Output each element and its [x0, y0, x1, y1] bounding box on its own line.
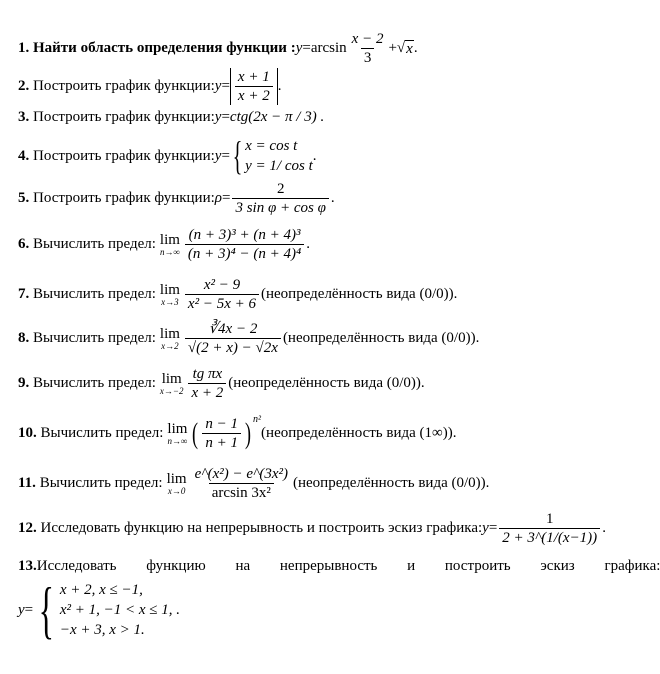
problem-number: 1. [18, 40, 30, 56]
equals: = [221, 190, 231, 206]
lim-label: lim [161, 370, 182, 387]
limit [167, 422, 187, 446]
problem-number: 11. [18, 475, 36, 491]
problem-text: Исследовать функцию на непрерывность и построить эскиз графика: [36, 558, 660, 574]
fraction [349, 30, 387, 67]
system-line: y = 1/ cos t [245, 158, 313, 174]
indeterminacy-note: (неопределённость вида (0/0)). [293, 475, 490, 491]
right-paren-icon: ) [245, 416, 252, 450]
system [245, 136, 313, 176]
plus: + [388, 40, 397, 56]
formula-6: lim n→∞ $\frac{\text{(n + 3)³ + (n + 4)³}}{\text{(n + 3)⁴ − (n + 4)⁴}}$ . [159, 227, 310, 262]
formula-8 [156, 320, 283, 357]
limit [160, 372, 184, 396]
denominator: x² − 5x + 6 [185, 294, 259, 313]
denominator: x + 2 [188, 383, 226, 402]
problem-text: Построить график функции: [33, 109, 215, 125]
denominator: x + 2 [235, 86, 273, 105]
numerator: (n + 3)³ + (n + 4)³ [188, 227, 301, 243]
problem-number: 8. [18, 330, 30, 346]
denominator: (n + 3)⁴ − (n + 4)⁴ [185, 244, 304, 263]
problem-number: 10. [18, 425, 37, 441]
var-y: y [214, 78, 222, 94]
problem-4 [18, 133, 317, 178]
problem-number: 7. [18, 286, 30, 302]
lim-label: lim [159, 281, 180, 298]
formula-1 [296, 30, 418, 67]
brace-icon: { [38, 574, 55, 645]
problem-text: Вычислить предел: [33, 286, 156, 302]
lim-label: lim [159, 231, 180, 248]
fraction [185, 276, 259, 313]
lim-sub: x→2 [161, 340, 179, 351]
ctg-expression: ctg(2x − π / 3) . [229, 109, 325, 125]
formula-4: y = { x = cos t y = 1/ cos t . [214, 133, 317, 178]
fn-arcsin: arcsin [310, 40, 347, 56]
var-y: y [482, 520, 489, 536]
fraction [232, 180, 328, 217]
fraction [185, 226, 304, 263]
fraction [185, 320, 281, 357]
radicand: x [406, 40, 413, 57]
problem-text: Вычислить предел: [40, 425, 164, 441]
var-rho: ρ [214, 190, 222, 206]
numerator: 2 [276, 181, 285, 197]
problem-number: 6. [18, 236, 30, 252]
lim-sub: n→∞ [167, 435, 188, 446]
var-y: y [18, 601, 25, 618]
denominator: 2 + 3^(1/(x−1)) [499, 528, 600, 547]
formula-12: y = $\frac{1}{2 + 3\^{}(1/(x-1))}$ . [482, 511, 606, 546]
numerator: x² − 9 [203, 277, 241, 293]
lim-label: lim [167, 420, 188, 437]
problem-10 [18, 415, 456, 452]
equals: = [221, 147, 230, 164]
problem-2 [18, 68, 281, 105]
numerator: ∛4x − 2 [208, 321, 258, 337]
denominator: √(2 + x) − √2x [185, 338, 281, 357]
lim-label: lim [159, 325, 180, 342]
denominator: n + 1 [202, 433, 241, 452]
indeterminacy-note: (неопределённость вида (0/0)). [282, 330, 480, 346]
problem-text: Вычислить предел: [33, 236, 156, 252]
indeterminacy-note: (неопределённость вида (0/0)). [228, 375, 425, 391]
problem-number: 3. [18, 109, 30, 125]
absolute-value [230, 68, 278, 105]
problem-number: 2. [18, 78, 30, 94]
formula-5: ρ = $\frac{2}{\text{3 sin φ + cos φ}}$ . [214, 181, 335, 216]
formula-9 [156, 365, 228, 402]
exponent: n² [253, 414, 262, 425]
problem-text: Вычислить предел: [33, 330, 156, 346]
problem-text: Построить график функции: [33, 190, 215, 206]
limit [167, 472, 187, 496]
system-line: x + 2, x ≤ −1, [59, 582, 143, 598]
equals: = [488, 520, 498, 536]
equals: = [221, 78, 230, 94]
problem-text: Вычислить предел: [39, 475, 163, 491]
problem-number: 13. [18, 558, 37, 574]
numerator: tg πx [192, 366, 223, 382]
problem-11 [18, 465, 489, 502]
numerator: x − 2 [351, 31, 384, 47]
problem-13-formula [18, 574, 181, 645]
numerator: e^(x²) − e^(3x²) [194, 466, 288, 482]
denominator: 3 [361, 48, 375, 67]
problem-text: Построить график функции: [33, 78, 215, 94]
lim-sub: n→∞ [159, 246, 180, 257]
equals: = [24, 601, 34, 618]
var-y: y [214, 109, 222, 125]
sqrt-icon: √ [396, 40, 406, 56]
fraction [192, 465, 291, 502]
numerator: x + 1 [237, 69, 270, 85]
lim-sub: x→0 [167, 485, 186, 496]
system-line: −x + 3, x > 1. [59, 622, 145, 638]
problem-6 [18, 226, 310, 263]
problem-1 [18, 30, 418, 67]
problem-text: Вычислить предел: [33, 375, 156, 391]
problem-3 [18, 109, 324, 126]
system-line: x² + 1, −1 < x ≤ 1, . [59, 602, 181, 618]
formula-11 [163, 465, 293, 502]
problem-12 [18, 510, 606, 547]
system-line: x = cos t [245, 138, 298, 154]
formula-13 [18, 574, 181, 645]
problem-number: 4. [18, 147, 30, 164]
lim-sub: x→−2 [159, 385, 184, 396]
brace-icon: { [232, 133, 243, 178]
problem-text: Найти область определения функции : [33, 40, 296, 56]
fraction [499, 510, 600, 547]
lim-label: lim [166, 470, 187, 487]
problem-number: 9. [18, 375, 30, 391]
fraction [202, 415, 241, 452]
denominator: arcsin 3x² [209, 483, 274, 502]
var-y: y [295, 40, 303, 56]
fraction [235, 68, 273, 105]
lim-sub: x→3 [161, 296, 179, 307]
limit [160, 233, 180, 257]
period: . [413, 40, 418, 56]
problem-5 [18, 180, 335, 217]
limit [160, 327, 180, 351]
formula-7 [156, 276, 261, 313]
system [60, 580, 180, 640]
denominator: 3 sin φ + cos φ [232, 198, 328, 217]
var-y: y [214, 147, 222, 164]
left-paren-icon: ( [192, 416, 199, 450]
problem-text: Исследовать функцию на непрерывность и построить эскиз графика: [40, 520, 483, 536]
problem-text: Построить график функции: [33, 147, 215, 164]
problem-number: 5. [18, 190, 30, 206]
limit [160, 283, 180, 307]
formula-10 [163, 415, 261, 452]
indeterminacy-note: (неопределённость вида (1∞)). [261, 425, 457, 441]
numerator: n − 1 [205, 416, 239, 432]
problem-9 [18, 365, 425, 402]
equals: = [302, 40, 311, 56]
fraction [188, 365, 226, 402]
indeterminacy-note: (неопределённость вида (0/0)). [260, 286, 458, 302]
problem-13 [18, 558, 660, 575]
equals: = [221, 109, 230, 125]
formula-3 [215, 109, 324, 126]
formula-2: y = $\frac{x + 1}{x + 2}$ . [214, 69, 282, 104]
numerator: 1 [545, 511, 554, 527]
problem-7 [18, 276, 457, 313]
problem-number: 12. [18, 520, 37, 536]
problem-8 [18, 320, 479, 357]
